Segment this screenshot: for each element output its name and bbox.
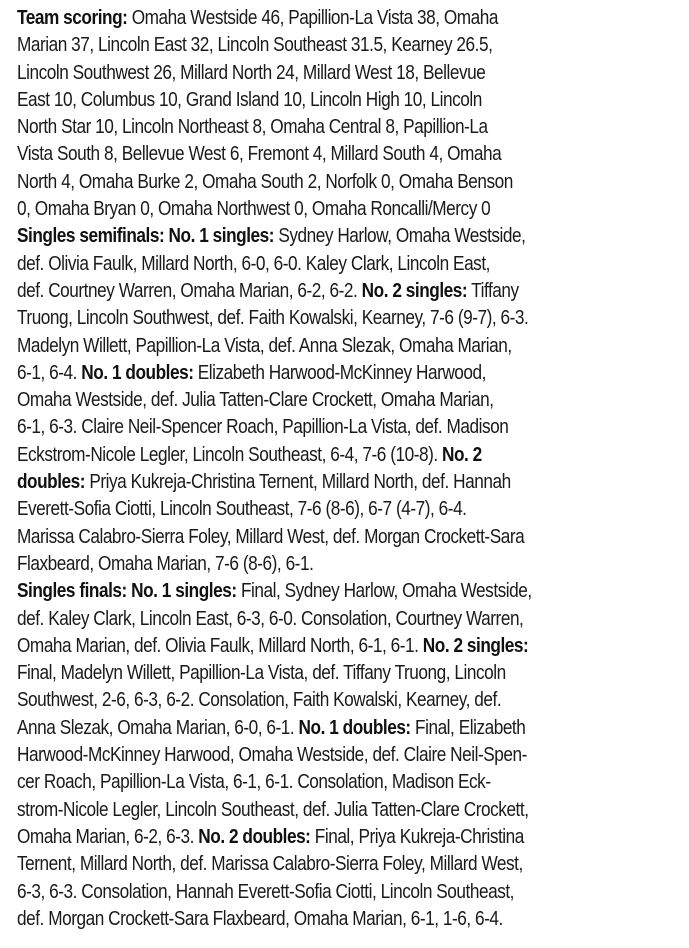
- body-text: Final, Priya Kukreja-Christina: [310, 824, 524, 848]
- bold-heading-text: Singles finals: No. 1 singles:: [17, 579, 237, 603]
- text-line: [17, 168, 576, 195]
- bold-heading-text: No. 2 doubles:: [198, 824, 311, 848]
- body-text: Omaha Westside, def. Julia Tatten-Clare Crockett, Omaha Marian,: [17, 388, 494, 412]
- team-scoring-section: [17, 4, 683, 222]
- body-text: 0, Omaha Bryan 0, Omaha Northwest 0, Omaha Roncalli/Mercy 0: [17, 197, 491, 221]
- text-line: [17, 686, 576, 713]
- text-line: [17, 441, 576, 468]
- body-text: Final, Sydney Harlow, Omaha Westside,: [236, 579, 532, 603]
- text-line: [17, 495, 576, 522]
- text-line: [17, 332, 576, 359]
- text-line: [17, 523, 576, 550]
- body-text: 6-1, 6-4.: [17, 360, 82, 384]
- body-text: strom-Nicole Legler, Lincoln Southeast, def. Julia Tatten-Clare Crockett,: [17, 797, 529, 821]
- body-text: Final, Madelyn Willett, Papillion-La Vista, def. Tiffany Truong, Lincoln: [17, 661, 506, 685]
- text-line: [17, 304, 576, 331]
- text-line: [17, 222, 576, 249]
- text-line: [17, 250, 576, 277]
- bold-heading-text: doubles:: [17, 470, 86, 494]
- body-text: Priya Kukreja-Christina Ternent, Millard North, def. Hannah: [85, 470, 511, 494]
- body-text: def. Courtney Warren, Omaha Marian, 6-2, 6-2.: [17, 278, 362, 302]
- body-text: 6-1, 6-3. Claire Neil-Spencer Roach, Papillion-La Vista, def. Madison: [17, 415, 509, 439]
- text-line: [17, 4, 576, 31]
- body-text: Marissa Calabro-Sierra Foley, Millard West, def. Morgan Crockett-Sara: [17, 524, 525, 548]
- text-line: [17, 550, 576, 577]
- body-text: def. Morgan Crockett-Sara Flaxbeard, Omaha Marian, 6-1, 1-6, 6-4.: [17, 906, 503, 930]
- body-text: Lincoln Southwest 26, Millard North 24, Millard West 18, Bellevue: [17, 60, 486, 84]
- body-text: Eckstrom-Nicole Legler, Lincoln Southeast, 6-4, 7-6 (10-8).: [17, 442, 443, 466]
- text-line: [17, 386, 576, 413]
- bold-heading-text: No. 1 doubles:: [81, 360, 194, 384]
- body-text: cer Roach, Papillion-La Vista, 6-1, 6-1. Consolation, Madison Eck-: [17, 770, 491, 794]
- bold-heading-text: No. 2 singles:: [361, 278, 468, 302]
- text-line: [17, 605, 576, 632]
- text-line: [17, 823, 576, 850]
- text-line: [17, 113, 576, 140]
- text-line: [17, 905, 576, 932]
- body-text: Harwood-McKinney Harwood, Omaha Westside, def. Claire Neil-Spen-: [17, 743, 527, 767]
- body-text: Omaha Marian, def. Olivia Faulk, Millard North, 6-1, 6-1.: [17, 633, 423, 657]
- body-text: Sydney Harlow, Omaha Westside,: [274, 224, 526, 248]
- text-line: [17, 195, 576, 222]
- body-text: def. Olivia Faulk, Millard North, 6-0, 6-0. Kaley Clark, Lincoln East,: [17, 251, 490, 275]
- singles-semifinals-section: [17, 222, 683, 577]
- text-line: [17, 659, 576, 686]
- text-line: [17, 86, 576, 113]
- body-text: Flaxbeard, Omaha Marian, 7-6 (8-6), 6-1.: [17, 551, 314, 575]
- body-text: Elizabeth Harwood-McKinney Harwood,: [193, 360, 486, 384]
- body-text: Southwest, 2-6, 6-3, 6-2. Consolation, Faith Kowalski, Kearney, def.: [17, 688, 502, 712]
- body-text: Ternent, Millard North, def. Marissa Calabro-Sierra Foley, Millard West,: [17, 852, 523, 876]
- bold-heading-text: No. 2: [442, 442, 482, 466]
- text-line: [17, 59, 576, 86]
- text-line: [17, 741, 576, 768]
- body-text: Omaha Marian, 6-2, 6-3.: [17, 824, 199, 848]
- bold-heading-text: Team scoring:: [17, 6, 128, 29]
- bold-heading-text: No. 2 singles:: [422, 633, 529, 657]
- text-line: [17, 413, 576, 440]
- text-line: [17, 768, 576, 795]
- body-text: North Star 10, Lincoln Northeast 8, Omaha Central 8, Papillion-La: [17, 115, 488, 139]
- text-line: [17, 277, 576, 304]
- bold-heading-text: No. 1 doubles:: [298, 715, 411, 739]
- body-text: Everett-Sofia Ciotti, Lincoln Southeast, 7-6 (8-6), 6-7 (4-7), 6-4.: [17, 497, 467, 521]
- text-line: [17, 714, 576, 741]
- body-text: East 10, Columbus 10, Grand Island 10, Lincoln High 10, Lincoln: [17, 87, 482, 111]
- body-text: Tiffany: [467, 278, 519, 302]
- body-text: def. Kaley Clark, Lincoln East, 6-3, 6-0. Consolation, Courtney Warren,: [17, 606, 524, 630]
- text-line: [17, 850, 576, 877]
- text-line: [17, 140, 576, 167]
- text-line: [17, 468, 576, 495]
- body-text: North 4, Omaha Burke 2, Omaha South 2, Norfolk 0, Omaha Benson: [17, 169, 513, 193]
- text-line: [17, 632, 576, 659]
- body-text: Truong, Lincoln Southwest, def. Faith Kowalski, Kearney, 7-6 (9-7), 6-3.: [17, 306, 529, 330]
- body-text: Vista South 8, Bellevue West 6, Fremont 4, Millard South 4, Omaha: [17, 142, 502, 166]
- text-line: [17, 359, 576, 386]
- body-text: Final, Elizabeth: [410, 715, 526, 739]
- bold-heading-text: Singles semifinals: No. 1 singles:: [17, 224, 275, 248]
- text-line: [17, 796, 576, 823]
- body-text: Marian 37, Lincoln East 32, Lincoln Southeast 31.5, Kearney 26.5,: [17, 33, 493, 57]
- body-text: Anna Slezak, Omaha Marian, 6-0, 6-1.: [17, 715, 299, 739]
- body-text: 6-3, 6-3. Consolation, Hannah Everett-Sofia Ciotti, Lincoln Southeast,: [17, 879, 515, 903]
- body-text: Madelyn Willett, Papillion-La Vista, def. Anna Slezak, Omaha Marian,: [17, 333, 512, 357]
- text-line: [17, 878, 576, 905]
- text-line: [17, 577, 576, 604]
- singles-finals-section: [17, 577, 683, 932]
- body-text: Omaha Westside 46, Papillion-La Vista 38, Omaha: [127, 6, 499, 29]
- text-line: [17, 31, 576, 58]
